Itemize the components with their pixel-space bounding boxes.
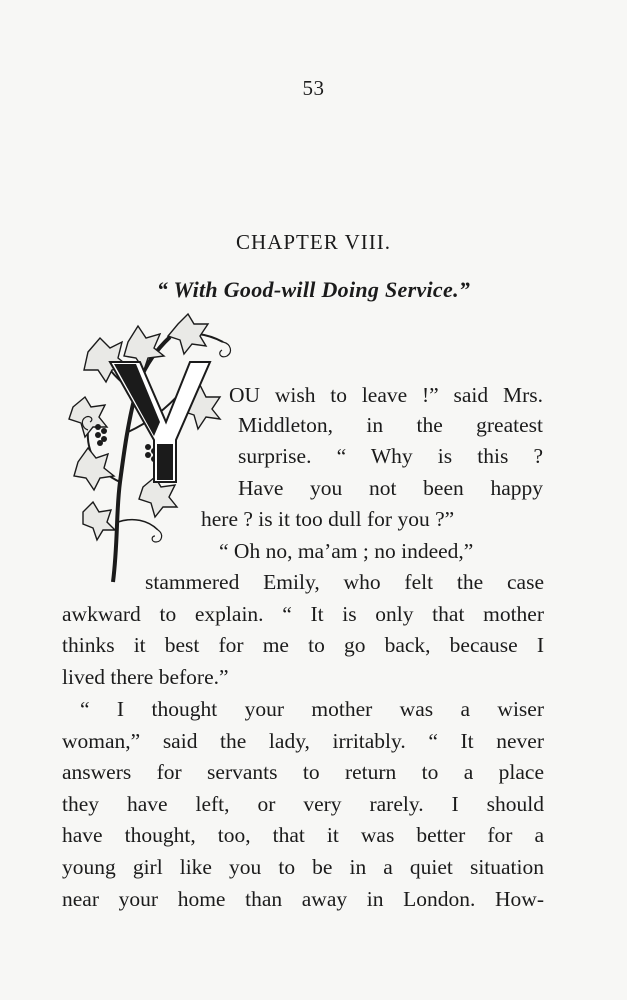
text-line-16: young girl like you to be in a quiet situation [62, 855, 544, 879]
text-line-10: lived there before.” [62, 665, 229, 689]
text-line-4: Have you not been happy [238, 476, 543, 500]
page-number: 53 [302, 76, 325, 100]
text-line-8: awkward to explain. “ It is only that mother [62, 602, 544, 626]
text-line-13: answers for servants to return to a place [62, 760, 544, 784]
text-line-15: have thought, too, that it was better for a [62, 823, 544, 847]
text-line-9: thinks it best for me to go back, because I [62, 633, 544, 657]
chapter-subtitle: “ With Good-will Doing Service.” [156, 277, 471, 302]
text-line-3: surprise. “ Why is this ? [238, 444, 543, 468]
text-line-7: stammered Emily, who felt the case [145, 570, 544, 594]
text-line-11: “ I thought your mother was a wiser [80, 697, 544, 721]
chapter-title: CHAPTER VIII. [236, 230, 391, 254]
text-line-12: woman,” said the lady, irritably. “ It never [62, 729, 544, 753]
text-line-14: they have left, or very rarely. I should [62, 792, 544, 816]
text-line-5: here ? is it too dull for you ?” [201, 507, 455, 531]
text-line-6: “ Oh no, ma’am ; no indeed,” [219, 539, 474, 563]
text-line-2: Middleton, in the greatest [238, 413, 543, 437]
text-line-1: OU wish to leave !” said Mrs. [229, 383, 543, 407]
text-line-17: near your home than away in London. How- [62, 887, 544, 911]
